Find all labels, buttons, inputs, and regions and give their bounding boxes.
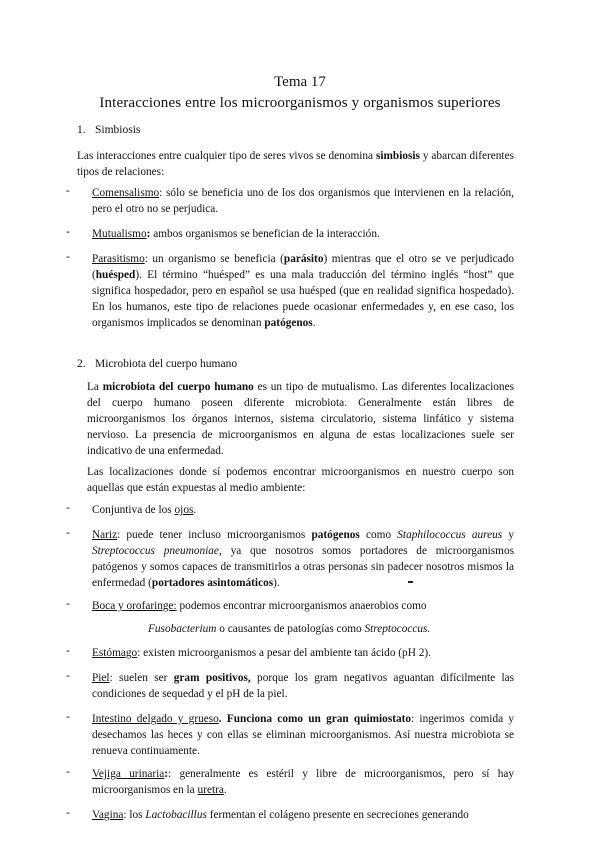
bullet-dash: - [66,766,70,778]
section-1-intro: Las interacciones entre cualquier tipo de seres vivos se denomina simbiosis y abarcan diferentes tipos de relaciones: [77,150,514,178]
section-1-number: 1. [77,124,86,136]
item-intestino: Intestino delgado y grueso. Funciona como un gran quimiostato: ingerimos comida y desechamos las heces y con ellas se eliminan microorganismos. Así nuestra microbiota se renueva continuamente. [92,713,514,757]
page-title: Tema 17 [274,74,326,90]
bullet-dash: - [66,226,70,238]
item-parasitismo: Parasitismo: un organismo se beneficia (parásito) mientras que el otro se ve perjudicado (huésped). El término “huésped” es una mala traducción del término inglés “host” que significa hospedador, pero en español se usa huésped (que en realidad significa hospedado). En los humanos, este tipo de relaciones puede ocasionar enfermedades y, en ese caso, los organismos implicados se denominan patógenos. [92,253,514,329]
item-mutualismo: Mutualismo: ambos organismos se benefician de la interacción. [92,228,380,240]
section-2-number: 2. [77,358,86,370]
item-nariz: Nariz: puede tener incluso microorganismos patógenos como Staphilococcus aureus y Streptococcus pneumoniae, ya que nosotros somos portadores de microorganismos patógenos y somos capaces de transmitirlos a otras personas sin padecer nosotros mismos la enfermedad (portadores asintomáticos). [92,529,515,589]
item-ojos: Conjuntiva de los ojos. [92,504,197,516]
item-piel: Piel: suelen ser gram positivos, porque los gram negativos aguantan difícilmente las condiciones de sequedad y el pH de la piel. [92,672,515,700]
stray-mark [408,581,413,583]
bullet-dash: - [66,251,70,263]
bullet-dash: - [66,527,70,539]
section-2-heading: Microbiota del cuerpo humano [95,358,238,370]
bullet-dash: - [66,807,70,819]
bullet-dash: - [66,185,70,197]
bullet-dash: - [66,711,70,723]
bullet-dash: - [66,670,70,682]
section-1-heading: Simbiosis [95,124,141,136]
section-2-paragraph-2: Las localizaciones donde sí podemos encontrar microorganismos en nuestro cuerpo son aquellas que están expuestas al medio ambiente: [87,466,514,494]
bullet-dash: - [66,645,70,657]
item-boca: Boca y orofaringe: podemos encontrar microorganismos anaerobios como [92,600,427,612]
bullet-dash: - [66,598,70,610]
section-2-paragraph-1: La microbiota del cuerpo humano es un tipo de mutualismo. Las diferentes localizaciones del cuerpo humano poseen diferente microbiota. Generalmente están libres de microorganismos los órganos internos, sistema circulatorio, sistema linfático y sistema nervioso. La presencia de microorganismos en alguna de estas localizaciones suele ser indicativo de una enfermedad. [87,381,514,457]
item-estomago: Estómago: existen microorganismos a pesar del ambiente tan ácido (pH 2). [92,647,431,659]
item-boca-continuation: Fusobacterium o causantes de patologías como Streptococcus. [148,623,431,635]
item-comensalismo: Comensalismo: sólo se beneficia uno de los dos organismos que intervienen en la relación, pero el otro no se perjudica. [92,187,514,215]
item-vejiga: Vejiga urinaria:: generalmente es estéril y libre de microorganismos, pero sí hay microorganismos en la uretra. [92,768,515,796]
bullet-dash: - [66,502,70,514]
page-subtitle: Interacciones entre los microorganismos y organismos superiores [99,95,501,111]
item-vagina: Vagina: los Lactobacillus fermentan el colágeno presente en secreciones generando [92,809,469,821]
